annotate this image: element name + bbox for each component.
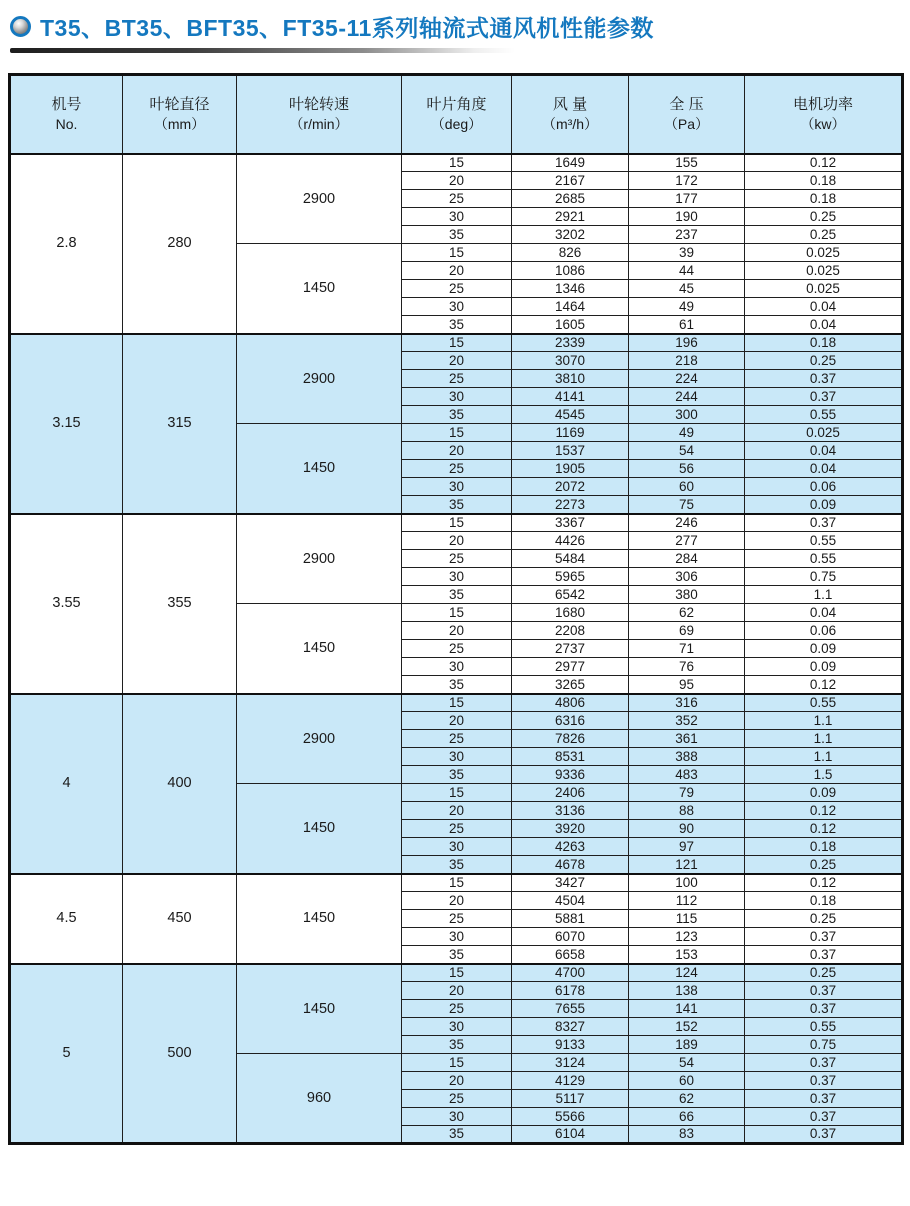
section-bullet-icon	[10, 16, 31, 37]
cell-pressure: 244	[629, 388, 745, 406]
header-fan-no: 机号 No.	[10, 75, 123, 154]
cell-motor-power: 0.37	[745, 1054, 903, 1072]
cell-pressure: 177	[629, 190, 745, 208]
cell-pressure: 56	[629, 460, 745, 478]
cell-motor-power: 0.37	[745, 1126, 903, 1144]
cell-speed: 2900	[237, 154, 402, 244]
cell-motor-power: 0.25	[745, 856, 903, 874]
cell-pressure: 44	[629, 262, 745, 280]
cell-airflow: 2737	[512, 640, 629, 658]
cell-motor-power: 0.37	[745, 1090, 903, 1108]
cell-motor-power: 0.25	[745, 964, 903, 982]
cell-airflow: 4545	[512, 406, 629, 424]
cell-pressure: 62	[629, 604, 745, 622]
cell-airflow: 5881	[512, 910, 629, 928]
cell-airflow: 1464	[512, 298, 629, 316]
cell-motor-power: 0.12	[745, 802, 903, 820]
cell-motor-power: 0.55	[745, 550, 903, 568]
cell-airflow: 2685	[512, 190, 629, 208]
cell-pressure: 66	[629, 1108, 745, 1126]
cell-motor-power: 0.12	[745, 154, 903, 172]
cell-airflow: 5484	[512, 550, 629, 568]
header-airflow: 风 量 （m³/h）	[512, 75, 629, 154]
table-row	[10, 514, 903, 532]
performance-table	[8, 73, 904, 1145]
cell-speed: 1450	[237, 784, 402, 874]
header-pressure: 全 压 （Pa）	[629, 75, 745, 154]
cell-pressure: 69	[629, 622, 745, 640]
cell-blade-angle: 30	[402, 298, 512, 316]
cell-pressure: 60	[629, 478, 745, 496]
cell-pressure: 75	[629, 496, 745, 514]
cell-motor-power: 1.1	[745, 712, 903, 730]
cell-blade-angle: 30	[402, 1108, 512, 1126]
cell-pressure: 155	[629, 154, 745, 172]
cell-motor-power: 0.04	[745, 442, 903, 460]
cell-airflow: 6070	[512, 928, 629, 946]
cell-motor-power: 0.37	[745, 388, 903, 406]
cell-motor-power: 0.09	[745, 658, 903, 676]
cell-fan-no: 4	[10, 694, 123, 874]
cell-motor-power: 0.37	[745, 1072, 903, 1090]
cell-pressure: 138	[629, 982, 745, 1000]
cell-motor-power: 1.1	[745, 748, 903, 766]
cell-airflow: 1680	[512, 604, 629, 622]
cell-speed: 2900	[237, 334, 402, 424]
section-header	[10, 10, 903, 43]
cell-blade-angle: 30	[402, 478, 512, 496]
cell-pressure: 123	[629, 928, 745, 946]
cell-motor-power: 0.18	[745, 838, 903, 856]
cell-airflow: 8327	[512, 1018, 629, 1036]
cell-fan-no: 3.55	[10, 514, 123, 694]
cell-airflow: 7655	[512, 1000, 629, 1018]
cell-blade-angle: 30	[402, 928, 512, 946]
cell-motor-power: 0.25	[745, 910, 903, 928]
cell-blade-angle: 25	[402, 1090, 512, 1108]
table-row	[10, 964, 903, 982]
cell-airflow: 6316	[512, 712, 629, 730]
cell-diameter: 355	[123, 514, 237, 694]
cell-fan-no: 2.8	[10, 154, 123, 334]
cell-motor-power: 0.04	[745, 298, 903, 316]
cell-pressure: 152	[629, 1018, 745, 1036]
cell-motor-power: 0.18	[745, 172, 903, 190]
cell-blade-angle: 15	[402, 604, 512, 622]
cell-blade-angle: 25	[402, 550, 512, 568]
cell-airflow: 1537	[512, 442, 629, 460]
cell-blade-angle: 30	[402, 1018, 512, 1036]
cell-pressure: 172	[629, 172, 745, 190]
cell-pressure: 115	[629, 910, 745, 928]
cell-pressure: 483	[629, 766, 745, 784]
cell-blade-angle: 25	[402, 820, 512, 838]
cell-blade-angle: 20	[402, 172, 512, 190]
cell-pressure: 49	[629, 298, 745, 316]
cell-airflow: 2273	[512, 496, 629, 514]
cell-airflow: 1346	[512, 280, 629, 298]
cell-airflow: 1086	[512, 262, 629, 280]
cell-motor-power: 0.06	[745, 622, 903, 640]
cell-airflow: 5965	[512, 568, 629, 586]
cell-blade-angle: 25	[402, 190, 512, 208]
title-underline-rule	[10, 48, 515, 53]
cell-diameter: 450	[123, 874, 237, 964]
cell-blade-angle: 35	[402, 1126, 512, 1144]
cell-pressure: 246	[629, 514, 745, 532]
cell-pressure: 97	[629, 838, 745, 856]
cell-blade-angle: 20	[402, 262, 512, 280]
cell-blade-angle: 15	[402, 154, 512, 172]
cell-motor-power: 0.025	[745, 424, 903, 442]
cell-airflow: 3265	[512, 676, 629, 694]
cell-pressure: 88	[629, 802, 745, 820]
cell-airflow: 1605	[512, 316, 629, 334]
cell-motor-power: 0.37	[745, 1108, 903, 1126]
cell-blade-angle: 25	[402, 730, 512, 748]
cell-pressure: 71	[629, 640, 745, 658]
cell-blade-angle: 25	[402, 910, 512, 928]
cell-airflow: 2977	[512, 658, 629, 676]
cell-pressure: 76	[629, 658, 745, 676]
cell-airflow: 4678	[512, 856, 629, 874]
cell-motor-power: 0.37	[745, 928, 903, 946]
cell-airflow: 5566	[512, 1108, 629, 1126]
cell-blade-angle: 15	[402, 784, 512, 802]
cell-speed: 2900	[237, 514, 402, 604]
cell-speed: 2900	[237, 694, 402, 784]
cell-pressure: 49	[629, 424, 745, 442]
cell-pressure: 277	[629, 532, 745, 550]
cell-pressure: 153	[629, 946, 745, 964]
cell-motor-power: 0.09	[745, 640, 903, 658]
cell-speed: 960	[237, 1054, 402, 1144]
table-row	[10, 154, 903, 172]
cell-pressure: 352	[629, 712, 745, 730]
cell-pressure: 224	[629, 370, 745, 388]
cell-pressure: 83	[629, 1126, 745, 1144]
cell-motor-power: 0.25	[745, 226, 903, 244]
cell-motor-power: 0.25	[745, 352, 903, 370]
cell-airflow: 1649	[512, 154, 629, 172]
cell-airflow: 3427	[512, 874, 629, 892]
cell-airflow: 4504	[512, 892, 629, 910]
cell-pressure: 300	[629, 406, 745, 424]
cell-motor-power: 0.55	[745, 532, 903, 550]
cell-pressure: 121	[629, 856, 745, 874]
cell-airflow: 2339	[512, 334, 629, 352]
cell-motor-power: 1.1	[745, 586, 903, 604]
cell-pressure: 196	[629, 334, 745, 352]
cell-motor-power: 0.55	[745, 406, 903, 424]
cell-airflow: 3136	[512, 802, 629, 820]
cell-motor-power: 0.12	[745, 820, 903, 838]
cell-blade-angle: 25	[402, 280, 512, 298]
cell-motor-power: 0.025	[745, 280, 903, 298]
cell-airflow: 6542	[512, 586, 629, 604]
cell-fan-no: 4.5	[10, 874, 123, 964]
cell-blade-angle: 35	[402, 316, 512, 334]
cell-blade-angle: 15	[402, 874, 512, 892]
cell-blade-angle: 35	[402, 946, 512, 964]
cell-motor-power: 0.75	[745, 568, 903, 586]
cell-motor-power: 0.25	[745, 208, 903, 226]
cell-blade-angle: 15	[402, 244, 512, 262]
table-body	[10, 154, 903, 1144]
cell-blade-angle: 20	[402, 1072, 512, 1090]
table-row	[10, 694, 903, 712]
header-blade-angle: 叶片角度 （deg）	[402, 75, 512, 154]
cell-pressure: 39	[629, 244, 745, 262]
cell-diameter: 500	[123, 964, 237, 1144]
cell-blade-angle: 30	[402, 568, 512, 586]
cell-diameter: 315	[123, 334, 237, 514]
cell-motor-power: 0.04	[745, 316, 903, 334]
cell-airflow: 3920	[512, 820, 629, 838]
cell-airflow: 7826	[512, 730, 629, 748]
cell-airflow: 2072	[512, 478, 629, 496]
cell-blade-angle: 35	[402, 1036, 512, 1054]
cell-diameter: 400	[123, 694, 237, 874]
cell-motor-power: 0.37	[745, 514, 903, 532]
cell-pressure: 79	[629, 784, 745, 802]
cell-airflow: 1169	[512, 424, 629, 442]
cell-airflow: 4141	[512, 388, 629, 406]
cell-fan-no: 3.15	[10, 334, 123, 514]
cell-airflow: 2406	[512, 784, 629, 802]
cell-blade-angle: 25	[402, 370, 512, 388]
cell-pressure: 60	[629, 1072, 745, 1090]
cell-pressure: 90	[629, 820, 745, 838]
cell-pressure: 361	[629, 730, 745, 748]
cell-pressure: 54	[629, 442, 745, 460]
cell-pressure: 306	[629, 568, 745, 586]
cell-pressure: 54	[629, 1054, 745, 1072]
cell-airflow: 9336	[512, 766, 629, 784]
table-row	[10, 334, 903, 352]
cell-blade-angle: 15	[402, 514, 512, 532]
cell-blade-angle: 15	[402, 964, 512, 982]
cell-pressure: 388	[629, 748, 745, 766]
cell-airflow: 1905	[512, 460, 629, 478]
cell-airflow: 9133	[512, 1036, 629, 1054]
cell-blade-angle: 20	[402, 442, 512, 460]
header-speed: 叶轮转速 （r/min）	[237, 75, 402, 154]
cell-airflow: 4129	[512, 1072, 629, 1090]
table-header	[10, 75, 903, 154]
cell-airflow: 3124	[512, 1054, 629, 1072]
cell-airflow: 3367	[512, 514, 629, 532]
cell-blade-angle: 20	[402, 352, 512, 370]
cell-motor-power: 0.55	[745, 694, 903, 712]
cell-pressure: 62	[629, 1090, 745, 1108]
page-title: T35、BT35、BFT35、FT35-11系列轴流式通风机性能参数	[40, 15, 654, 41]
cell-pressure: 380	[629, 586, 745, 604]
cell-speed: 1450	[237, 604, 402, 694]
cell-motor-power: 0.025	[745, 262, 903, 280]
cell-blade-angle: 30	[402, 658, 512, 676]
cell-airflow: 6658	[512, 946, 629, 964]
cell-pressure: 316	[629, 694, 745, 712]
cell-speed: 1450	[237, 424, 402, 514]
cell-motor-power: 0.37	[745, 370, 903, 388]
cell-airflow: 6104	[512, 1126, 629, 1144]
cell-blade-angle: 20	[402, 712, 512, 730]
cell-pressure: 218	[629, 352, 745, 370]
cell-pressure: 189	[629, 1036, 745, 1054]
cell-blade-angle: 35	[402, 766, 512, 784]
cell-airflow: 8531	[512, 748, 629, 766]
cell-motor-power: 0.04	[745, 460, 903, 478]
cell-blade-angle: 35	[402, 856, 512, 874]
cell-airflow: 2208	[512, 622, 629, 640]
cell-airflow: 6178	[512, 982, 629, 1000]
cell-motor-power: 1.5	[745, 766, 903, 784]
cell-airflow: 3810	[512, 370, 629, 388]
cell-speed: 1450	[237, 874, 402, 964]
cell-blade-angle: 20	[402, 622, 512, 640]
cell-airflow: 4263	[512, 838, 629, 856]
cell-blade-angle: 30	[402, 838, 512, 856]
cell-blade-angle: 15	[402, 424, 512, 442]
cell-diameter: 280	[123, 154, 237, 334]
cell-pressure: 141	[629, 1000, 745, 1018]
cell-motor-power: 0.18	[745, 334, 903, 352]
cell-blade-angle: 35	[402, 676, 512, 694]
cell-blade-angle: 20	[402, 802, 512, 820]
cell-pressure: 124	[629, 964, 745, 982]
cell-blade-angle: 15	[402, 694, 512, 712]
header-row	[10, 75, 903, 154]
table-row	[10, 874, 903, 892]
cell-blade-angle: 20	[402, 982, 512, 1000]
cell-motor-power: 0.12	[745, 676, 903, 694]
cell-motor-power: 0.55	[745, 1018, 903, 1036]
cell-blade-angle: 25	[402, 460, 512, 478]
cell-motor-power: 0.06	[745, 478, 903, 496]
cell-motor-power: 0.12	[745, 874, 903, 892]
cell-fan-no: 5	[10, 964, 123, 1144]
cell-pressure: 100	[629, 874, 745, 892]
cell-blade-angle: 15	[402, 334, 512, 352]
header-diameter: 叶轮直径 （mm）	[123, 75, 237, 154]
cell-blade-angle: 25	[402, 1000, 512, 1018]
cell-motor-power: 0.37	[745, 982, 903, 1000]
cell-motor-power: 0.18	[745, 190, 903, 208]
cell-blade-angle: 30	[402, 208, 512, 226]
cell-blade-angle: 35	[402, 586, 512, 604]
cell-motor-power: 0.09	[745, 496, 903, 514]
cell-speed: 1450	[237, 244, 402, 334]
cell-airflow: 3070	[512, 352, 629, 370]
cell-blade-angle: 30	[402, 748, 512, 766]
cell-pressure: 237	[629, 226, 745, 244]
cell-motor-power: 0.75	[745, 1036, 903, 1054]
cell-blade-angle: 15	[402, 1054, 512, 1072]
cell-airflow: 4700	[512, 964, 629, 982]
cell-motor-power: 0.37	[745, 946, 903, 964]
cell-airflow: 4426	[512, 532, 629, 550]
cell-pressure: 45	[629, 280, 745, 298]
cell-pressure: 61	[629, 316, 745, 334]
cell-motor-power: 0.025	[745, 244, 903, 262]
cell-blade-angle: 35	[402, 496, 512, 514]
cell-blade-angle: 30	[402, 388, 512, 406]
cell-airflow: 2167	[512, 172, 629, 190]
cell-speed: 1450	[237, 964, 402, 1054]
cell-motor-power: 0.37	[745, 1000, 903, 1018]
cell-blade-angle: 20	[402, 532, 512, 550]
cell-airflow: 5117	[512, 1090, 629, 1108]
cell-pressure: 95	[629, 676, 745, 694]
cell-blade-angle: 25	[402, 640, 512, 658]
cell-pressure: 112	[629, 892, 745, 910]
cell-pressure: 284	[629, 550, 745, 568]
cell-airflow: 2921	[512, 208, 629, 226]
cell-pressure: 190	[629, 208, 745, 226]
cell-blade-angle: 35	[402, 406, 512, 424]
cell-motor-power: 0.04	[745, 604, 903, 622]
cell-motor-power: 0.09	[745, 784, 903, 802]
header-motor-power: 电机功率 （kw）	[745, 75, 903, 154]
cell-motor-power: 0.18	[745, 892, 903, 910]
cell-motor-power: 1.1	[745, 730, 903, 748]
cell-airflow: 826	[512, 244, 629, 262]
cell-airflow: 3202	[512, 226, 629, 244]
cell-blade-angle: 35	[402, 226, 512, 244]
cell-airflow: 4806	[512, 694, 629, 712]
cell-blade-angle: 20	[402, 892, 512, 910]
